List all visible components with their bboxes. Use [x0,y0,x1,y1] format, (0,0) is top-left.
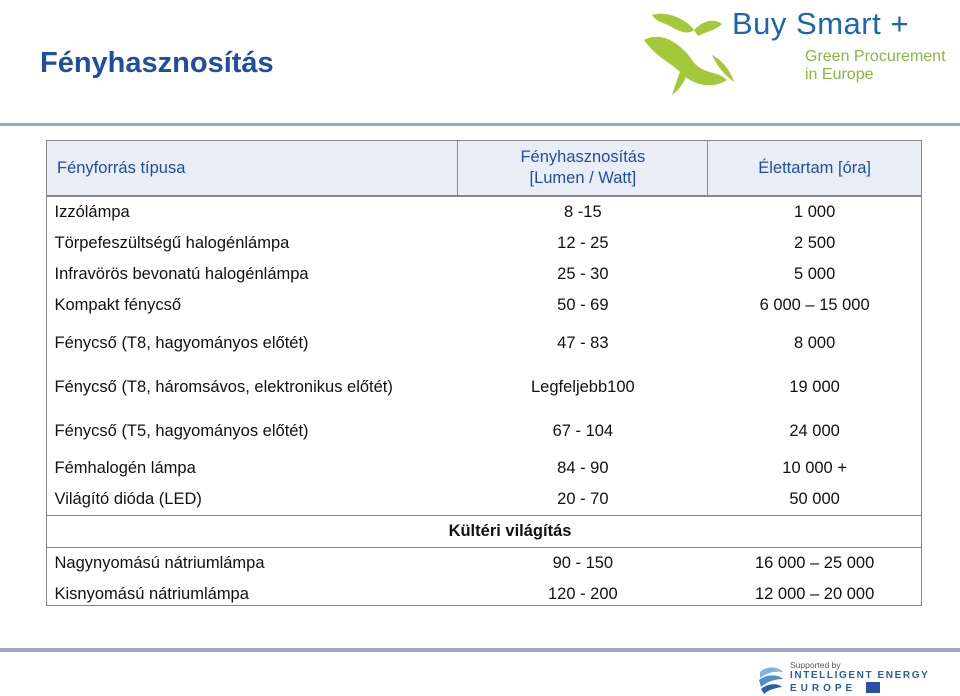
table-row: Fémhalogén lámpa 84 - 90 10 000 + [54,459,847,477]
table-row: Infravörös bevonatú halogénlámpa 25 - 30 5 000 [54,265,836,283]
footer-logo [756,660,956,696]
table-row: Nagynyomású nátriumlámpa 90 - 150 16 000 – 25 000 [54,554,875,572]
header-light-source: Fényforrás típusa [47,141,458,197]
header-lifetime: Élettartam [óra] [708,141,922,197]
section-row-outdoor [47,516,922,548]
buy-smart-logo [632,0,960,100]
frog-logo-icon [632,0,742,100]
table-row: Fénycső (T8, hagyományos előtét) 47 - 83 8 000 [54,333,836,352]
page-title: Fényhasznosítás [40,47,274,79]
intelligent-energy-text: INTELLIGENT ENERGY [790,670,930,681]
europe-text: EUROPE [790,683,857,694]
supported-by-text: Supported by [790,660,841,670]
section-title: Kültéri világítás [47,516,922,548]
table-row: Kompakt fénycső 50 - 69 6 000 – 15 000 [54,296,870,314]
logo-title: Buy Smart + [732,6,909,41]
table-row: Fénycső (T8, háromsávos, elektronikus előtét) Legfeljebb100 19 000 [54,377,840,396]
table-row: Izzólámpa 8 -15 1 000 [54,203,836,221]
header-efficacy: Fényhasznosítás [Lumen / Watt] [458,141,708,197]
top-divider [0,123,960,126]
table-row: Törpefeszültségű halogénlámpa 12 - 25 2 500 [54,234,836,252]
table-header-row [47,141,922,197]
table-row: Fénycső (T5, hagyományos előtét) 67 - 104 24 000 [54,421,840,440]
bottom-divider [0,648,960,652]
lighting-table [46,140,922,610]
table-row: Kisnyomású nátriumlámpa 120 - 200 12 000 – 20 000 [54,585,875,603]
eu-flag-icon [866,682,880,693]
logo-subtitle: Green Procurement in Europe [805,48,946,83]
table-row: Világító dióda (LED) 20 - 70 50 000 [54,490,840,508]
intelligent-energy-icon [756,662,786,696]
